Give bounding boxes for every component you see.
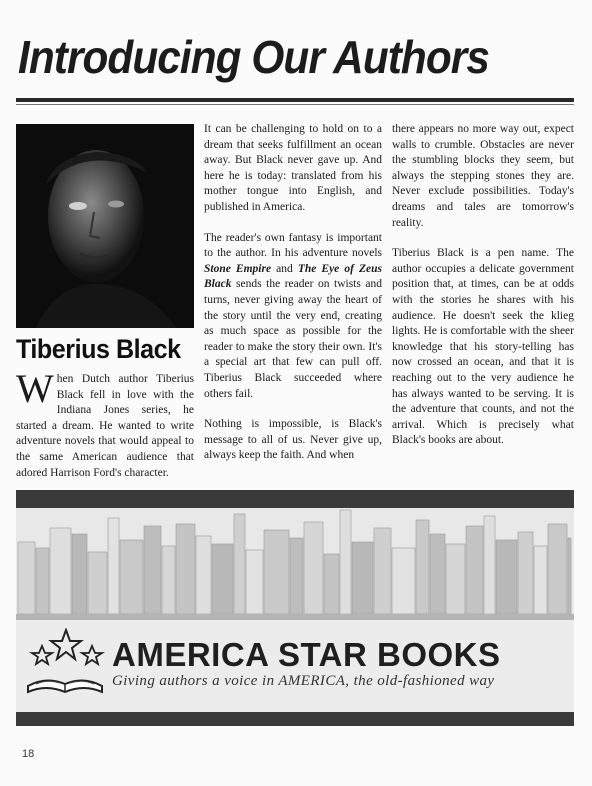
book-spine [324,554,339,614]
book-spine [548,524,567,614]
star-icon [32,646,52,664]
book-spine [466,526,483,614]
book-spine [234,514,245,614]
banner-bottom-bar [16,712,574,726]
book-title: The Eye of Zeus Black [204,262,383,291]
star-icon [51,630,81,659]
book-spine [374,528,391,614]
title-rule-thin [16,104,574,105]
banner-top-bar [16,490,574,508]
book-spine [50,528,71,614]
book-spine [196,536,211,614]
book-spine [264,530,289,614]
article-paragraph: The reader's own fantasy is important to the author. In his adventure novels Stone Empire and The Eye of Zeus Black sends the reader on twists and turns, never giving away the heart of the story until the very end, creating as much space as possible for the reader to make the story their own. It's a special art that few can pull off. Tiberius Black succeeded where others fail. [204,231,383,400]
book-spine [304,522,323,614]
book-spine [446,544,465,614]
book-spine [392,548,415,614]
drop-cap: W [16,366,54,411]
article-paragraph: Tiberius Black is a pen name. The author occupies a delicate government position that, at times, can be at odds with the stories he shares with his audience. He doesn't seek the klieg lights. He is comfortable with the sheer knowledge that his story-telling has now crossed an ocean, and that it is reaching out to the very audience he has always wanted to be serving. It is the adventure that counts, and not the arrival. Which is precisely what Black's books are about. [392,247,574,447]
title-rule [16,98,574,102]
star-icon [82,646,102,664]
book-spine [568,538,571,614]
book-spine [176,524,195,614]
article-column-1 [16,366,194,496]
publisher-tagline: Giving authors a voice in AMERICA, the old-fashioned way [112,673,495,689]
page-number: 18 [22,748,35,760]
book-spine [120,540,143,614]
book-spine [484,516,495,614]
book-spine [340,510,351,614]
page-title: Introducing Our Authors [18,31,489,83]
book-spine [36,548,49,614]
book-spine [162,546,175,614]
book-spine [72,534,87,614]
book-spine [352,542,373,614]
article-paragraph: It can be challenging to hold on to a dream that seeks fulfillment an ocean away. But Black never gave up. And here he is today: translated from his mother tongue into English, and published in America. [204,123,382,213]
book-spine [144,526,161,614]
book-spine [430,534,445,614]
book-spine [18,542,35,614]
bookshelf-illustration [16,508,574,620]
author-name: Tiberius Black [16,334,181,364]
open-book-icon [28,680,102,692]
book-spine [496,540,517,614]
article-paragraph: hen Dutch author Tiberius Black fell in love with the Indiana Jones series, he started a dream. He wanted to write adventure novels that would appeal to the same American audience that adored Harrison Ford's character. [16,373,194,479]
publisher-name: AMERICA STAR BOOKS [112,636,501,673]
article-column-2 [204,122,382,479]
book-spine [534,546,547,614]
book-spine [416,520,429,614]
book-spine [290,538,303,614]
book-spine [212,544,233,614]
book-spine [108,518,119,614]
article-column-3 [392,122,574,464]
book-spine [518,532,533,614]
article-paragraph: Nothing is impossible, is Black's message to all of us. Never give up, always keep the faith. And when [204,418,382,462]
book-title: Stone Empire [204,262,272,275]
book-spine [88,552,107,614]
book-spine [246,550,263,614]
publisher-ad-banner [16,490,574,726]
publisher-logo [20,628,110,700]
author-photo [16,124,194,328]
article-paragraph: there appears no more way out, expect walls to crumble. Obstacles are never the stumbling blocks they seem, but always the stepping stones they are. Never exclude possibilities. Today's dreams and tales are tomorrow's reality. [392,123,574,229]
